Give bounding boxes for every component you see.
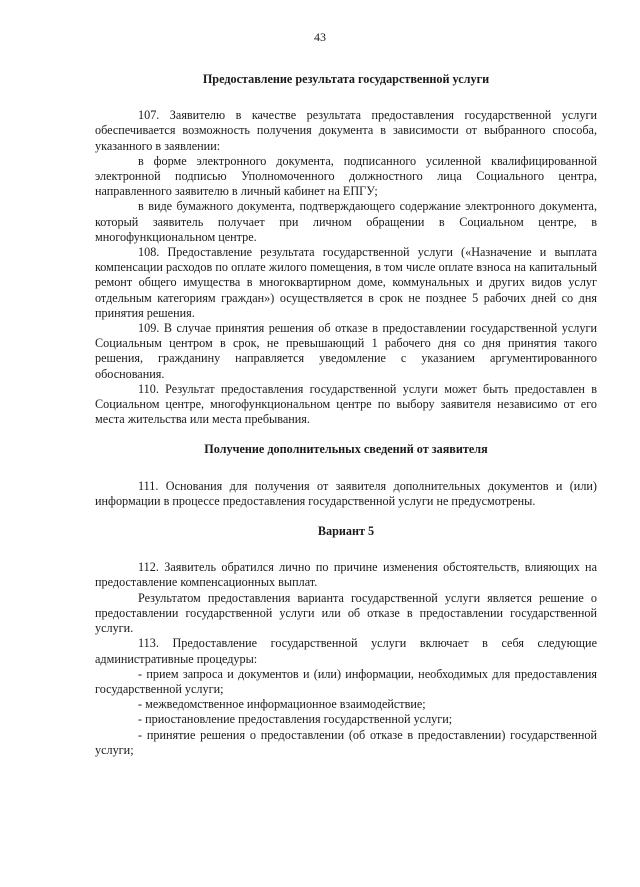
page-number: 43 [314,30,326,44]
paragraph-paper-doc: в виде бумажного документа, подтверждающего содержание электронного документа, который заявитель получает при личном обращении в Социальном центре, в многофункциональном центре. [95,199,597,244]
paragraph-112: 112. Заявитель обратился лично по причине изменения обстоятельств, влияющих на предоставление компенсационных выплат. [95,560,597,590]
section-heading-additional-info: Получение дополнительных сведений от заявителя [204,442,488,457]
paragraph-variant-result: Результатом предоставления варианта государственной услуги является решение о предоставлении государственной услуги или об отказе в предоставлении государственной услуги. [95,590,597,636]
paragraph-108: 108. Предоставление результата государственной услуги («Назначение и выплата компенсации расходов по оплате жилого помещения, в том числе оплате взноса на капитальный ремонт общего имущества в многоквартирном доме, коммунальных и других видов услуг отдельным категориям граждан») осуществляется в срок не позднее 5 рабочих дней со дня принятия решения. [95,245,597,320]
paragraph-111: 111. Основания для получения от заявителя дополнительных документов и (или) информации в процессе предоставления государственной услуги не предусмотрены. [95,478,597,508]
list-item-suspension: - приостановление предоставления государственной услуги; [138,712,453,727]
section-heading-result: Предоставление результата государственной услуги [202,72,490,86]
paragraph-113: 113. Предоставление государственной услуги включает в себя следующие административные процедуры: [95,636,597,666]
list-item-interagency: - межведомственное информационное взаимодействие; [138,697,426,712]
paragraph-109: 109. В случае принятия решения об отказе в предоставлении государственной услуги Социальным центром в срок, не превышающий 1 рабочего дня со дня принятия такого решения, гражданину направляется уведомление с указанием аргументированного обоснования. [95,321,597,381]
section-heading-variant-5: Вариант 5 [317,524,375,539]
list-item-decision: - принятие решения о предоставлении (об отказе в предоставлении) государственной услуги; [95,727,597,757]
paragraph-107: 107. Заявителю в качестве результата предоставления государственной услуги обеспечивается возможность получения документа в зависимости от выбранного способа, указанного в заявлении: [95,108,597,153]
paragraph-electronic-doc: в форме электронного документа, подписанного усиленной квалифицированной электронной подписью Уполномоченного должностного лица Социального центра, направленного заявителю в личный кабинет на ЕПГУ; [95,153,597,199]
page-content [95,72,597,758]
paragraph-110: 110. Результат предоставления государственной услуги может быть предоставлен в Социальном центре, многофункциональном центре по выбору заявителя независимо от его места жительства или места пребывания. [95,381,597,427]
list-item-request-intake: - прием запроса и документов и (или) информации, необходимых для предоставления государственной услуги; [95,666,597,696]
